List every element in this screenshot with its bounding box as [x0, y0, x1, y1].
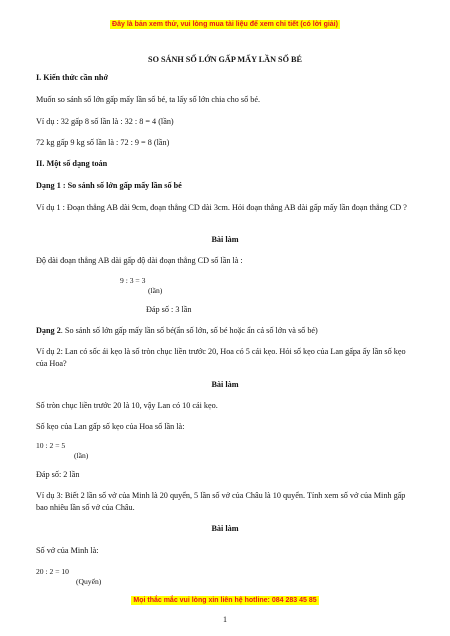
- hotline-banner: [0, 597, 450, 604]
- solution-label-3: Bài làm: [211, 524, 239, 533]
- type-1-example-1: Ví dụ 1 : Đoạn thẳng AB dài 9cm, đoạn thẳng CD dài 3cm. Hỏi đoạn thẳng AB dài gấp mấy lần đoạn thẳng CD ?: [36, 203, 407, 212]
- type-2-calculation: 10 : 2 = 5: [36, 441, 66, 450]
- hotline-text: Mọi thắc mắc vui lòng xin liên hệ hotline: 084 283 45 85: [133, 597, 317, 604]
- solution-label-1: Bài làm: [211, 235, 239, 244]
- example-3-unit: (Quyển): [76, 577, 102, 586]
- page-number: 1: [223, 615, 227, 624]
- preview-notice-banner: [0, 21, 450, 28]
- example-3-solution-line-1: Số vở của Minh là:: [36, 546, 99, 555]
- type-2-heading-bold: Dạng 2: [36, 326, 61, 335]
- example-3-calculation: 20 : 2 = 10: [36, 567, 69, 576]
- preview-notice-text: Đây là bản xem thử, vui lòng mua tài liệu để xem chi tiết (có lời giải): [112, 21, 338, 28]
- type-2-answer: Đáp số: 2 lần: [36, 470, 80, 479]
- section-2-heading: II. Một số dạng toán: [36, 159, 108, 168]
- type-1-calculation: 9 : 3 = 3: [120, 276, 146, 285]
- solution-label-2: Bài làm: [211, 380, 239, 389]
- type-2-heading-rest: . So sánh số lớn gấp mấy lần số bé(ẩn số lớn, số bé hoặc ẩn cả số lớn và số bé): [60, 326, 318, 335]
- type-2-unit: (lần): [74, 451, 89, 460]
- section-1-heading: I. Kiến thức cần nhớ: [36, 73, 109, 82]
- page-title: SO SÁNH SỐ LỚN GẤP MẤY LẦN SỐ BÉ: [148, 55, 302, 64]
- type-2-example-2: Ví dụ 2: Lan có sốc ái kẹo là số tròn chục liền trước 20, Hoa có 5 cái kẹo. Hỏi số kẹo của Lan gấpa ấy lần số kẹo của Hoa?: [36, 347, 406, 368]
- type-1-unit: (lần): [148, 286, 163, 295]
- type-1-answer: Đáp số : 3 lần: [146, 305, 192, 314]
- type-2-heading: [36, 325, 318, 337]
- type-2-example-3: Ví dụ 3: Biết 2 lần số vở của Minh là 20 quyển, 5 lần số vở của Châu là 10 quyển. Tính xem số vở của Minh gấp bao nhiêu lần số vở của Châu.: [36, 491, 406, 512]
- section-1-example-1: Ví dụ : 32 gấp 8 số lần là : 32 : 8 = 4 (lần): [36, 117, 174, 126]
- section-1-example-2: 72 kg gấp 9 kg số lần là : 72 : 9 = 8 (lần): [36, 138, 170, 147]
- section-1-rule: Muốn so sánh số lớn gấp mấy lần số bé, ta lấy số lớn chia cho số bé.: [36, 95, 261, 104]
- type-1-solution-text: Độ dài đoạn thẳng AB dài gấp độ dài đoạn thẳng CD số lần là :: [36, 256, 243, 265]
- type-1-heading: Dạng 1 : So sánh số lớn gấp mấy lần số bé: [36, 181, 182, 190]
- type-2-solution-line-2: Số kẹo của Lan gấp số kẹo của Hoa số lần là:: [36, 422, 185, 431]
- type-2-solution-line-1: Số tròn chục liền trước 20 là 10, vậy Lan có 10 cái kẹo.: [36, 401, 218, 410]
